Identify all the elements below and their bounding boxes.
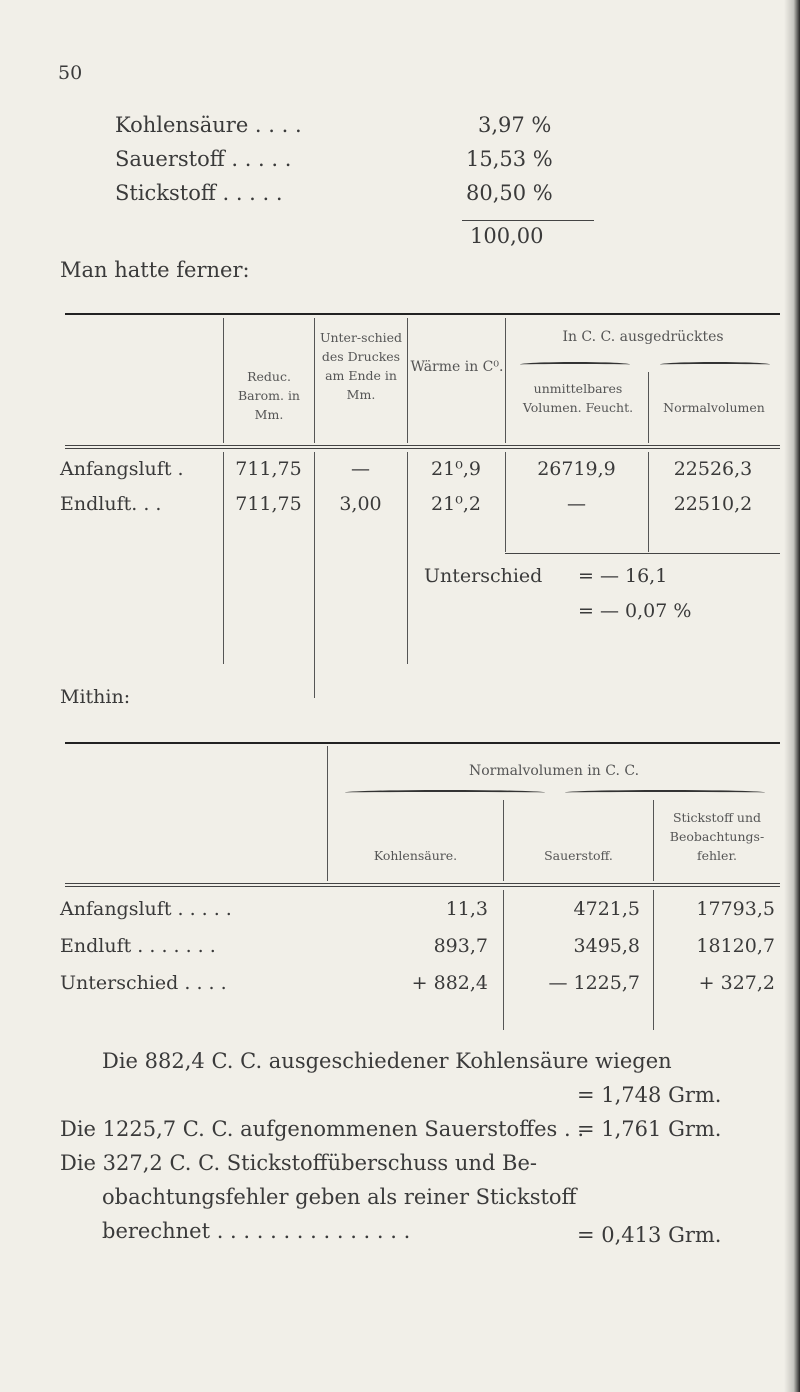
- cell-stickstoff: 18120,7: [696, 935, 775, 957]
- col-divider: [407, 452, 408, 664]
- header-reduc: Reduc. Barom. in Mm.: [238, 369, 300, 422]
- paragraph-line: Die 882,4 C. C. ausgeschiedener Kohlensäure wiegen: [102, 1049, 672, 1073]
- paragraph-line: berechnet . . . . . . . . . . . . . . .: [102, 1219, 411, 1243]
- composition-value: 80,50 %: [466, 181, 553, 205]
- header-group: Normalvolumen in C. C.: [468, 763, 640, 779]
- header-group: In C. C. ausgedrücktes: [562, 329, 724, 345]
- header-sauerstoff: Sauerstoff.: [544, 848, 613, 863]
- cell-waerme: 21⁰,2: [431, 493, 481, 515]
- cell-unterschied: 3,00: [339, 493, 382, 515]
- cell-stickstoff: 17793,5: [696, 898, 775, 920]
- cell-sauerstoff: — 1225,7: [548, 972, 640, 994]
- header-brace: [345, 790, 545, 795]
- composition-label: Sauerstoff . . . . .: [115, 147, 292, 171]
- cell-stickstoff: + 327,2: [698, 972, 775, 994]
- header-rule: [65, 448, 780, 449]
- header-unmittelbar: unmittelbares Volumen. Feucht.: [522, 381, 634, 415]
- composition-total: 100,00: [470, 224, 544, 248]
- composition-label: Stickstoff . . . . .: [115, 181, 283, 205]
- col-divider: [314, 452, 315, 698]
- row-label: Endluft. . .: [60, 493, 162, 515]
- table-1-top-rule: [65, 313, 780, 315]
- col-divider: [503, 800, 504, 881]
- row-label: Anfangsluft . . . . .: [60, 898, 232, 920]
- diff-value: = — 16,1: [578, 565, 668, 587]
- composition-label: Kohlensäure . . . .: [115, 113, 302, 137]
- cell-kohlensaeure: 893,7: [433, 935, 488, 957]
- col-divider: [503, 890, 504, 1030]
- sum-rule: [505, 553, 780, 554]
- header-waerme: Wärme in C⁰.: [410, 359, 504, 375]
- paragraph-value: = 1,748 Grm.: [577, 1083, 722, 1107]
- cell-sauerstoff: 3495,8: [573, 935, 640, 957]
- paragraph-value: = 0,413 Grm.: [577, 1223, 722, 1247]
- paragraph-line: Die 327,2 C. C. Stickstoffüberschuss und Be-: [60, 1151, 537, 1175]
- diff-label: Unterschied: [424, 565, 543, 587]
- cell-sauerstoff: 4721,5: [573, 898, 640, 920]
- col-divider: [223, 452, 224, 664]
- col-divider: [653, 890, 654, 1030]
- cell-reduc: 711,75: [235, 493, 302, 515]
- col-divider: [223, 318, 224, 443]
- row-label: Anfangsluft .: [60, 458, 184, 480]
- page-edge-shadow: [784, 0, 800, 1392]
- mithin-label: Mithin:: [60, 686, 131, 708]
- header-kohlensaeure: Kohlensäure.: [373, 848, 458, 863]
- composition-value: 3,97 %: [478, 113, 552, 137]
- col-divider: [648, 372, 649, 443]
- col-divider: [407, 318, 408, 443]
- cell-kohlensaeure: + 882,4: [411, 972, 488, 994]
- cell-kohlensaeure: 11,3: [445, 898, 488, 920]
- cell-unterschied: —: [351, 458, 370, 480]
- paragraph-value: = 1,761 Grm.: [577, 1117, 722, 1141]
- cell-reduc: 711,75: [235, 458, 302, 480]
- page-number: 50: [58, 62, 83, 84]
- header-brace: [660, 362, 770, 367]
- cell-unmittelbar: 26719,9: [537, 458, 616, 480]
- diff-percent: = — 0,07 %: [578, 600, 692, 622]
- header-rule: [65, 883, 780, 884]
- header-brace: [565, 790, 765, 795]
- header-rule: [65, 445, 780, 446]
- cell-waerme: 21⁰,9: [431, 458, 481, 480]
- table-2-top-rule: [65, 742, 780, 744]
- header-unterschied: Unter-schied des Druckes am Ende in Mm.: [319, 330, 403, 402]
- intro-text: Man hatte ferner:: [60, 258, 250, 282]
- header-rule: [65, 886, 780, 887]
- sum-rule: [462, 220, 594, 221]
- row-label: Unterschied . . . .: [60, 972, 227, 994]
- row-label: Endluft . . . . . . .: [60, 935, 216, 957]
- header-normal: Normalvolumen: [663, 400, 765, 415]
- col-divider: [505, 318, 506, 443]
- composition-value: 15,53 %: [466, 147, 553, 171]
- cell-unmittelbar: —: [567, 493, 586, 515]
- col-divider: [314, 318, 315, 443]
- cell-normal: 22510,2: [673, 493, 753, 515]
- paragraph-line: obachtungsfehler geben als reiner Stickstoff: [102, 1185, 577, 1209]
- cell-normal: 22526,3: [673, 458, 753, 480]
- header-brace: [520, 362, 630, 367]
- paragraph-line: Die 1225,7 C. C. aufgenommenen Sauerstoffes . .: [60, 1117, 584, 1141]
- header-stickstoff: Stickstoff und Beobachtungs-fehler.: [669, 810, 765, 863]
